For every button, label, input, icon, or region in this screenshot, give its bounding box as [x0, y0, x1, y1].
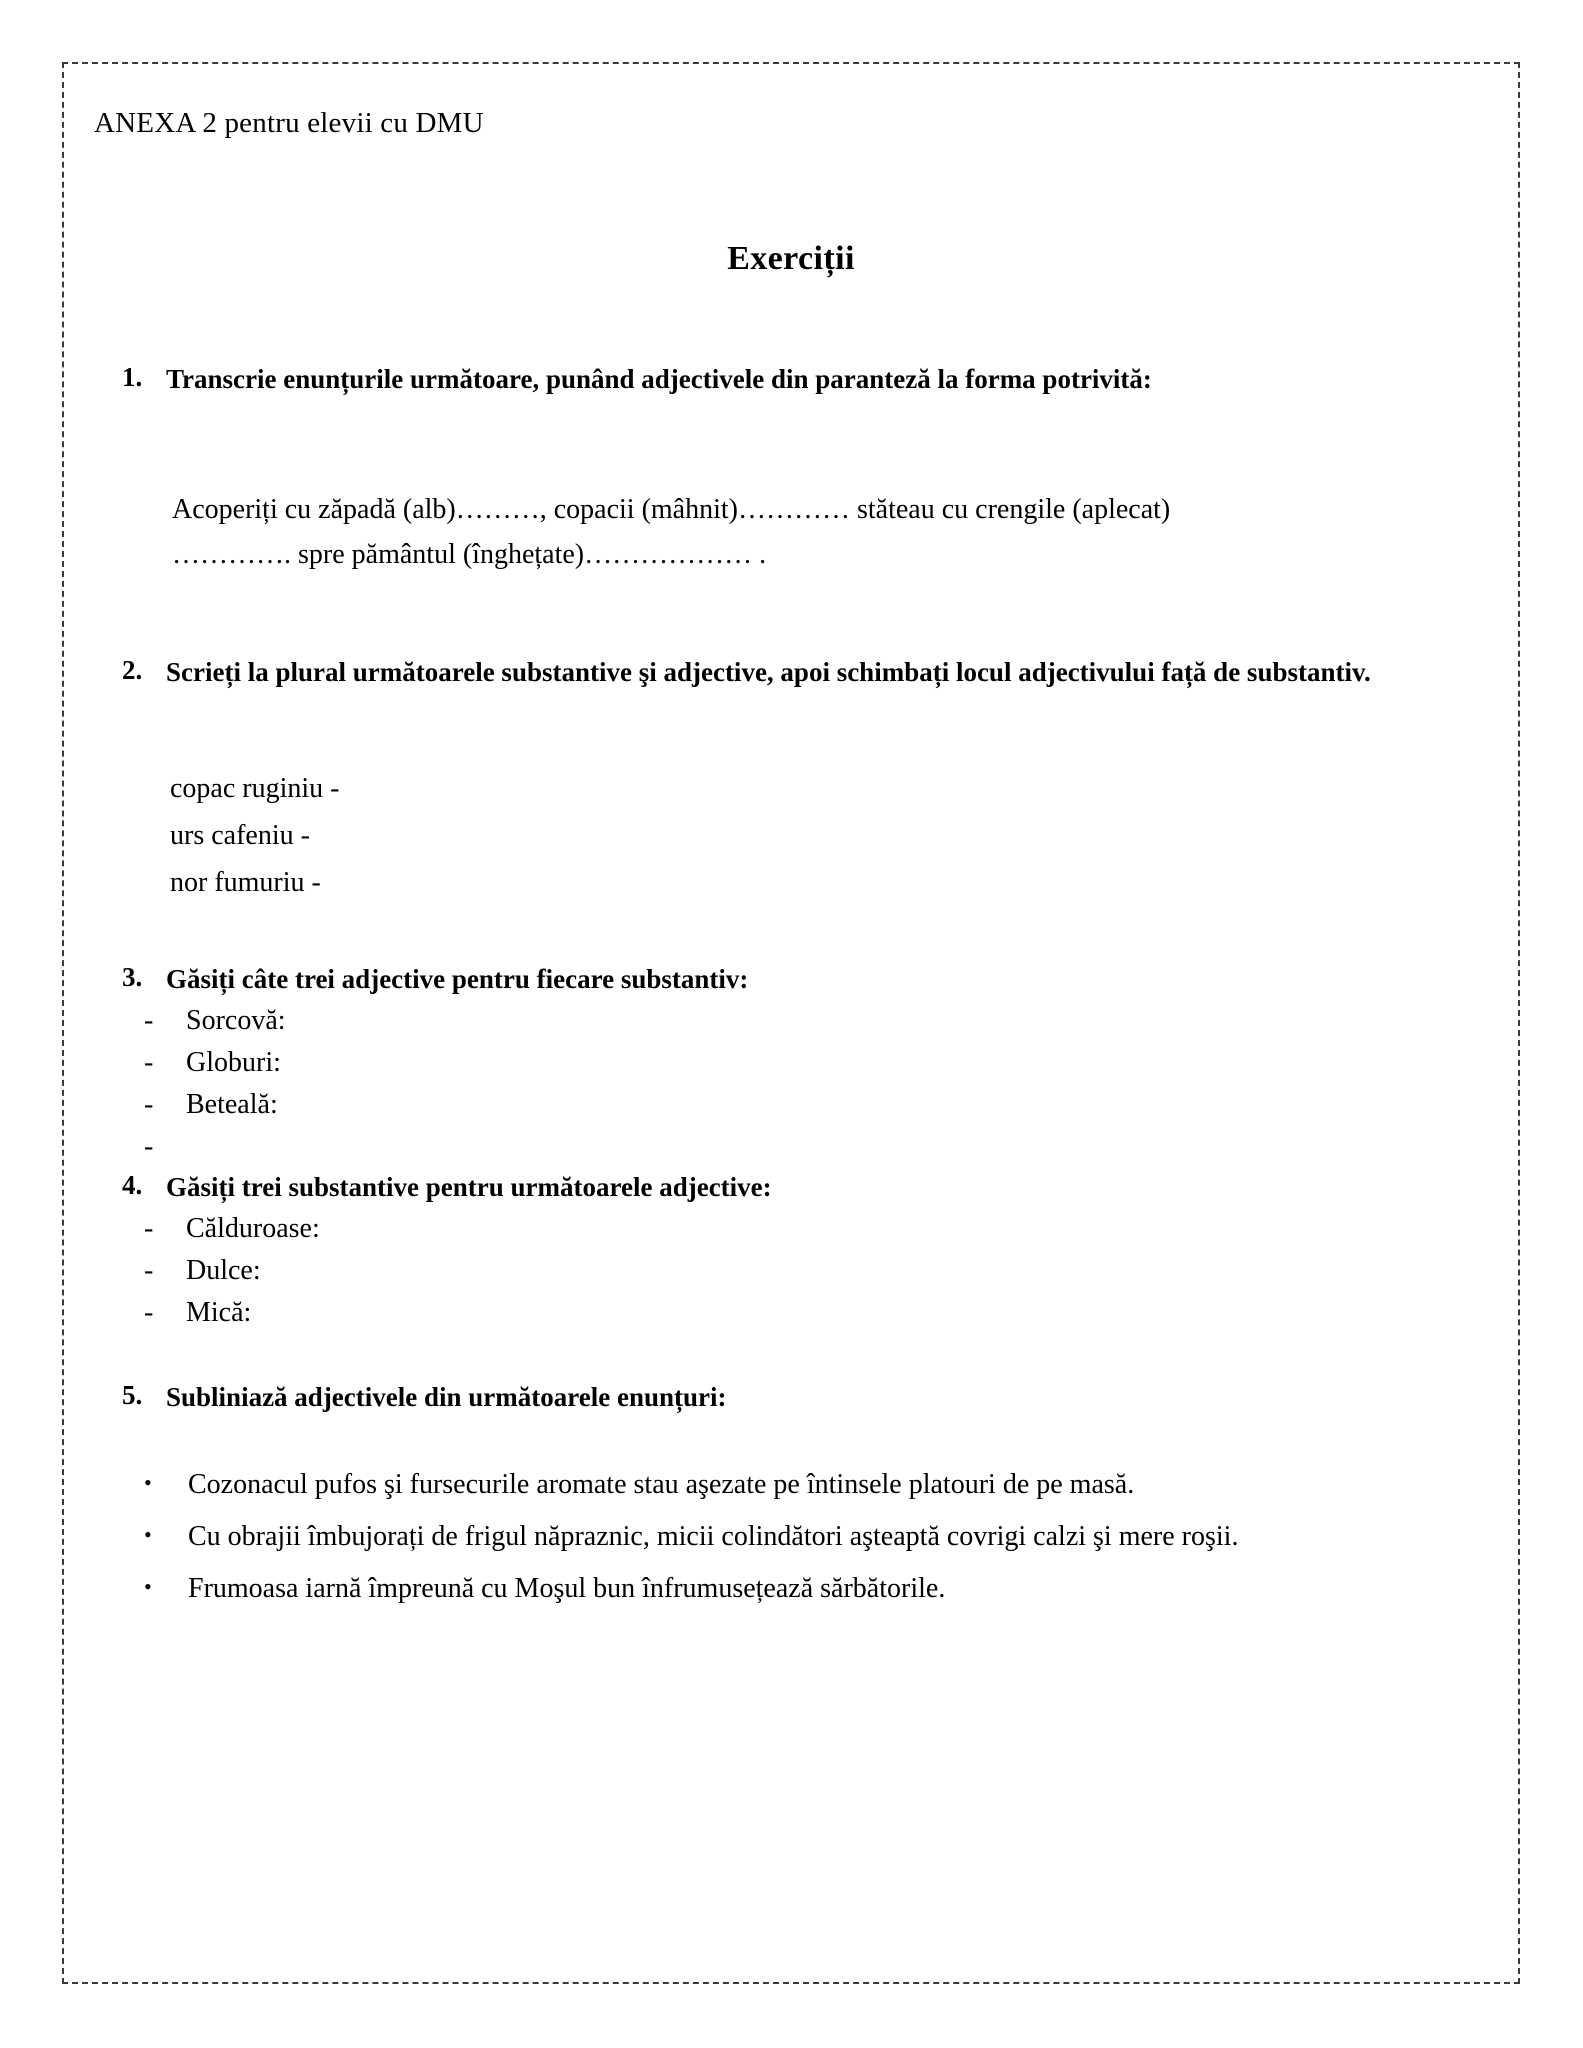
- bullet-icon: •: [144, 1522, 152, 1547]
- list-item: [144, 1088, 278, 1122]
- list-item-label: Beteală:: [186, 1089, 278, 1120]
- bullet-icon: •: [144, 1574, 152, 1599]
- exercise-5-number: 5.: [122, 1380, 143, 1410]
- list-item-label: Globuri:: [186, 1047, 281, 1078]
- dash-bullet-icon: -: [144, 1297, 154, 1328]
- exercise-5: [122, 1380, 1472, 1416]
- list-item-empty: [144, 1130, 186, 1164]
- dash-bullet-icon: -: [144, 1047, 154, 1078]
- list-item-label: Mică:: [186, 1297, 252, 1328]
- list-item: [144, 1520, 1474, 1554]
- header-note: ANEXA 2 pentru elevii cu DMU: [94, 107, 484, 139]
- exercise-3: [122, 962, 1472, 998]
- exercise-3-heading: Găsiți câte trei adjective pentru fiecare substantiv:: [166, 964, 749, 994]
- list-item: [144, 1212, 320, 1246]
- list-item: [144, 1254, 261, 1288]
- exercise-3-number: 3.: [122, 962, 143, 992]
- page-title: Exerciții: [727, 240, 855, 277]
- dash-bullet-icon: -: [144, 1131, 154, 1162]
- dash-bullet-icon: -: [144, 1089, 154, 1120]
- list-item: [144, 1572, 1474, 1606]
- exercise-4-number: 4.: [122, 1170, 143, 1200]
- page-content: [62, 62, 1520, 1984]
- bullet-icon: •: [144, 1470, 152, 1495]
- exercise-1-number: 1.: [122, 362, 143, 392]
- list-item-label: Călduroase:: [186, 1213, 320, 1244]
- list-item: [144, 1004, 286, 1038]
- exercise-2: [122, 655, 1472, 691]
- list-item: [144, 1468, 1474, 1502]
- list-item: nor fumuriu -: [170, 867, 321, 898]
- exercise-2-number: 2.: [122, 655, 143, 685]
- dash-bullet-icon: -: [144, 1255, 154, 1286]
- list-item-label: Frumoasa iarnă împreună cu Moşul bun înfrumusețează sărbătorile.: [188, 1573, 946, 1604]
- list-item: [144, 1296, 251, 1330]
- exercise-1-body-line-2: …………. spre pământul (înghețate)……………… .: [172, 539, 767, 571]
- list-item-label: Dulce:: [186, 1255, 261, 1286]
- list-item-label: Cozonacul pufos şi fursecurile aromate stau aşezate pe întinsele platouri de pe masă.: [188, 1469, 1135, 1500]
- list-item-label: Sorcovă:: [186, 1005, 286, 1036]
- list-item: [144, 1046, 281, 1080]
- list-item-label: Cu obrajii îmbujorați de frigul năpraznic, micii colindători aşteaptă covrigi calzi şi mere roşii.: [188, 1521, 1239, 1552]
- exercise-2-heading: Scrieți la plural următoarele substantive şi adjective, apoi schimbați locul adjectivului față de substantiv.: [166, 657, 1371, 687]
- list-item: urs cafeniu -: [170, 820, 310, 851]
- exercise-1: [122, 362, 1472, 398]
- exercise-4-heading: Găsiți trei substantive pentru următoarele adjective:: [166, 1172, 772, 1202]
- dash-bullet-icon: -: [144, 1213, 154, 1244]
- list-item: copac ruginiu -: [170, 773, 340, 804]
- exercise-1-body-line-1: Acoperiți cu zăpadă (alb)………, copacii (mâhnit)………… stăteau cu crengile (aplecat): [172, 494, 1171, 525]
- dash-bullet-icon: -: [144, 1005, 154, 1036]
- exercise-1-body: [172, 487, 1467, 578]
- exercise-4: [122, 1170, 1472, 1206]
- exercise-5-heading: Subliniază adjectivele din următoarele enunțuri:: [166, 1382, 727, 1412]
- exercise-1-heading: Transcrie enunțurile următoare, punând adjectivele din paranteză la forma potrivită:: [166, 364, 1152, 394]
